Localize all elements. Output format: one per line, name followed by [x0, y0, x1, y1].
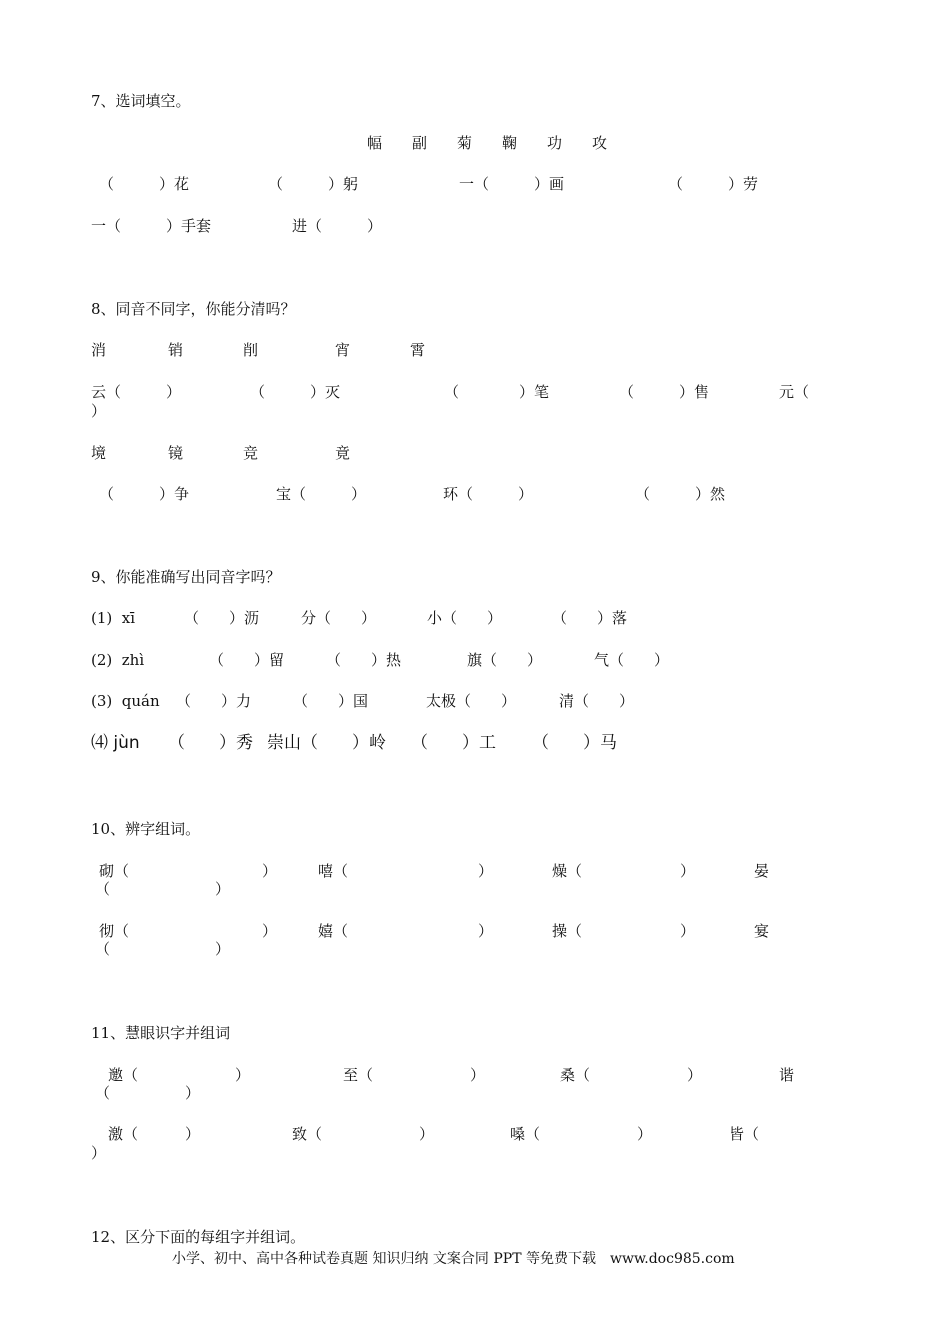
- q11-title: 11、慧眼识字并组词: [91, 1024, 231, 1042]
- q11-blank-open[interactable]: 激（: [108, 1125, 139, 1143]
- q7-blank-6[interactable]: 进（ ）: [292, 217, 383, 235]
- q10-blank-close: ）: [478, 922, 494, 940]
- q7-title: 7、选词填空。: [91, 92, 191, 110]
- q10-title: 10、辨字组词。: [91, 820, 201, 838]
- q11-char: 谐: [779, 1066, 795, 1084]
- q11-blank-close: ）: [470, 1066, 486, 1084]
- q7-blank-1[interactable]: （ ）花: [99, 175, 190, 193]
- page-footer: 小学、初中、高中各种试卷真题 知识归纳 文案合同 PPT 等免费下载 www.doc985.com: [172, 1251, 735, 1267]
- q11-blank-close: ）: [185, 1125, 201, 1143]
- q9-blank[interactable]: （ ）马: [532, 733, 617, 753]
- q11-blank-open[interactable]: 邀（: [108, 1066, 139, 1084]
- q11-blank-close: ）: [637, 1125, 653, 1143]
- q7-blank-3[interactable]: 一（ ）画: [459, 175, 565, 193]
- q12-title: 12、区分下面的每组字并组词。: [91, 1228, 306, 1246]
- q9-pinyin-label: ⑷ jùn: [91, 733, 140, 753]
- q9-pinyin-label: (1) xī: [91, 609, 136, 627]
- q7-blank-5[interactable]: 一（ ）手套: [91, 217, 212, 235]
- q11-blank-close: ）: [235, 1066, 251, 1084]
- q7-blank-2[interactable]: （ ）躬: [268, 175, 359, 193]
- q8-char: 境: [91, 444, 107, 462]
- q8-blank-1[interactable]: 云（ ）: [91, 383, 182, 401]
- q11-blank-open[interactable]: 嗓（: [510, 1125, 541, 1143]
- q8-char: 竞: [243, 444, 259, 462]
- q8-blank-8[interactable]: 环（ ）: [443, 485, 534, 503]
- q8-char: 削: [243, 341, 259, 359]
- q8-blank-4[interactable]: （ ）售: [619, 383, 710, 401]
- q9-blank[interactable]: 崇山（ ）岭: [267, 733, 386, 753]
- q8-char: 宵: [335, 341, 351, 359]
- q8-blank-6[interactable]: （ ）争: [99, 485, 190, 503]
- q10-blank-open[interactable]: 操（: [552, 922, 583, 940]
- q11-blank-wrap[interactable]: （ ）: [95, 1084, 201, 1102]
- q11-blank-close: ）: [687, 1066, 703, 1084]
- q11-blank-open[interactable]: 至（: [343, 1066, 374, 1084]
- q10-blank-close: ）: [262, 862, 278, 880]
- q8-char: 销: [168, 341, 184, 359]
- q9-blank[interactable]: 分（ ）: [301, 609, 377, 627]
- q8-blank-2[interactable]: （ ）灭: [250, 383, 341, 401]
- q8-title: 8、同音不同字，你能分清吗？: [91, 300, 296, 318]
- q9-title: 9、你能准确写出同音字吗？: [91, 568, 281, 586]
- q11-blank-close: ）: [419, 1125, 435, 1143]
- q10-blank-close: ）: [680, 862, 696, 880]
- q10-char: 宴: [754, 922, 770, 940]
- q10-blank-open[interactable]: 砌（: [99, 862, 130, 880]
- q11-blank-open[interactable]: 致（: [292, 1125, 323, 1143]
- q9-blank[interactable]: 小（ ）: [427, 609, 503, 627]
- q9-blank[interactable]: （ ）国: [293, 692, 369, 710]
- q8-blank-7[interactable]: 宝（ ）: [276, 485, 367, 503]
- q9-blank[interactable]: 气（ ）: [594, 651, 670, 669]
- q9-pinyin-label: (3) quán: [91, 692, 160, 710]
- q11-blank-open[interactable]: 皆（: [729, 1125, 760, 1143]
- q9-blank[interactable]: 太极（ ）: [426, 692, 517, 710]
- q9-blank[interactable]: 旗（ ）: [467, 651, 543, 669]
- q9-blank[interactable]: （ ）留: [209, 651, 285, 669]
- q9-blank[interactable]: （ ）沥: [184, 609, 260, 627]
- q11-blank-open[interactable]: 桑（: [560, 1066, 591, 1084]
- q10-blank-open[interactable]: 燥（: [552, 862, 583, 880]
- q10-blank-open[interactable]: 嬉（: [318, 922, 349, 940]
- q9-blank[interactable]: （ ）工: [411, 733, 496, 753]
- q8-char: 霄: [410, 341, 426, 359]
- q8-char: 镜: [168, 444, 184, 462]
- q10-blank-wrap[interactable]: （ ）: [95, 940, 231, 958]
- q11-blank-wrap: ）: [91, 1144, 107, 1162]
- q9-blank[interactable]: （ ）热: [326, 651, 402, 669]
- q10-blank-close: ）: [680, 922, 696, 940]
- q9-blank[interactable]: （ ）落: [552, 609, 628, 627]
- q10-blank-wrap[interactable]: （ ）: [95, 880, 231, 898]
- q10-blank-open[interactable]: 嘻（: [318, 862, 349, 880]
- q9-blank[interactable]: （ ）秀: [168, 733, 253, 753]
- q9-blank[interactable]: 清（ ）: [559, 692, 635, 710]
- q9-blank[interactable]: （ ）力: [176, 692, 252, 710]
- q7-blank-4[interactable]: （ ）劳: [668, 175, 759, 193]
- q10-char: 晏: [754, 862, 770, 880]
- q8-blank-3[interactable]: （ ）笔: [444, 383, 550, 401]
- q10-blank-close: ）: [262, 922, 278, 940]
- q8-blank-5[interactable]: 元（: [779, 383, 810, 401]
- q10-blank-open[interactable]: 彻（: [99, 922, 130, 940]
- q9-pinyin-label: (2) zhì: [91, 651, 145, 669]
- q7-word-choices: 幅 副 菊 鞠 功 攻: [367, 134, 608, 152]
- q8-char: 竟: [335, 444, 351, 462]
- q8-char: 消: [91, 341, 107, 359]
- q8-blank-5-close: ）: [91, 402, 107, 420]
- q10-blank-close: ）: [478, 862, 494, 880]
- q8-blank-9[interactable]: （ ）然: [635, 485, 726, 503]
